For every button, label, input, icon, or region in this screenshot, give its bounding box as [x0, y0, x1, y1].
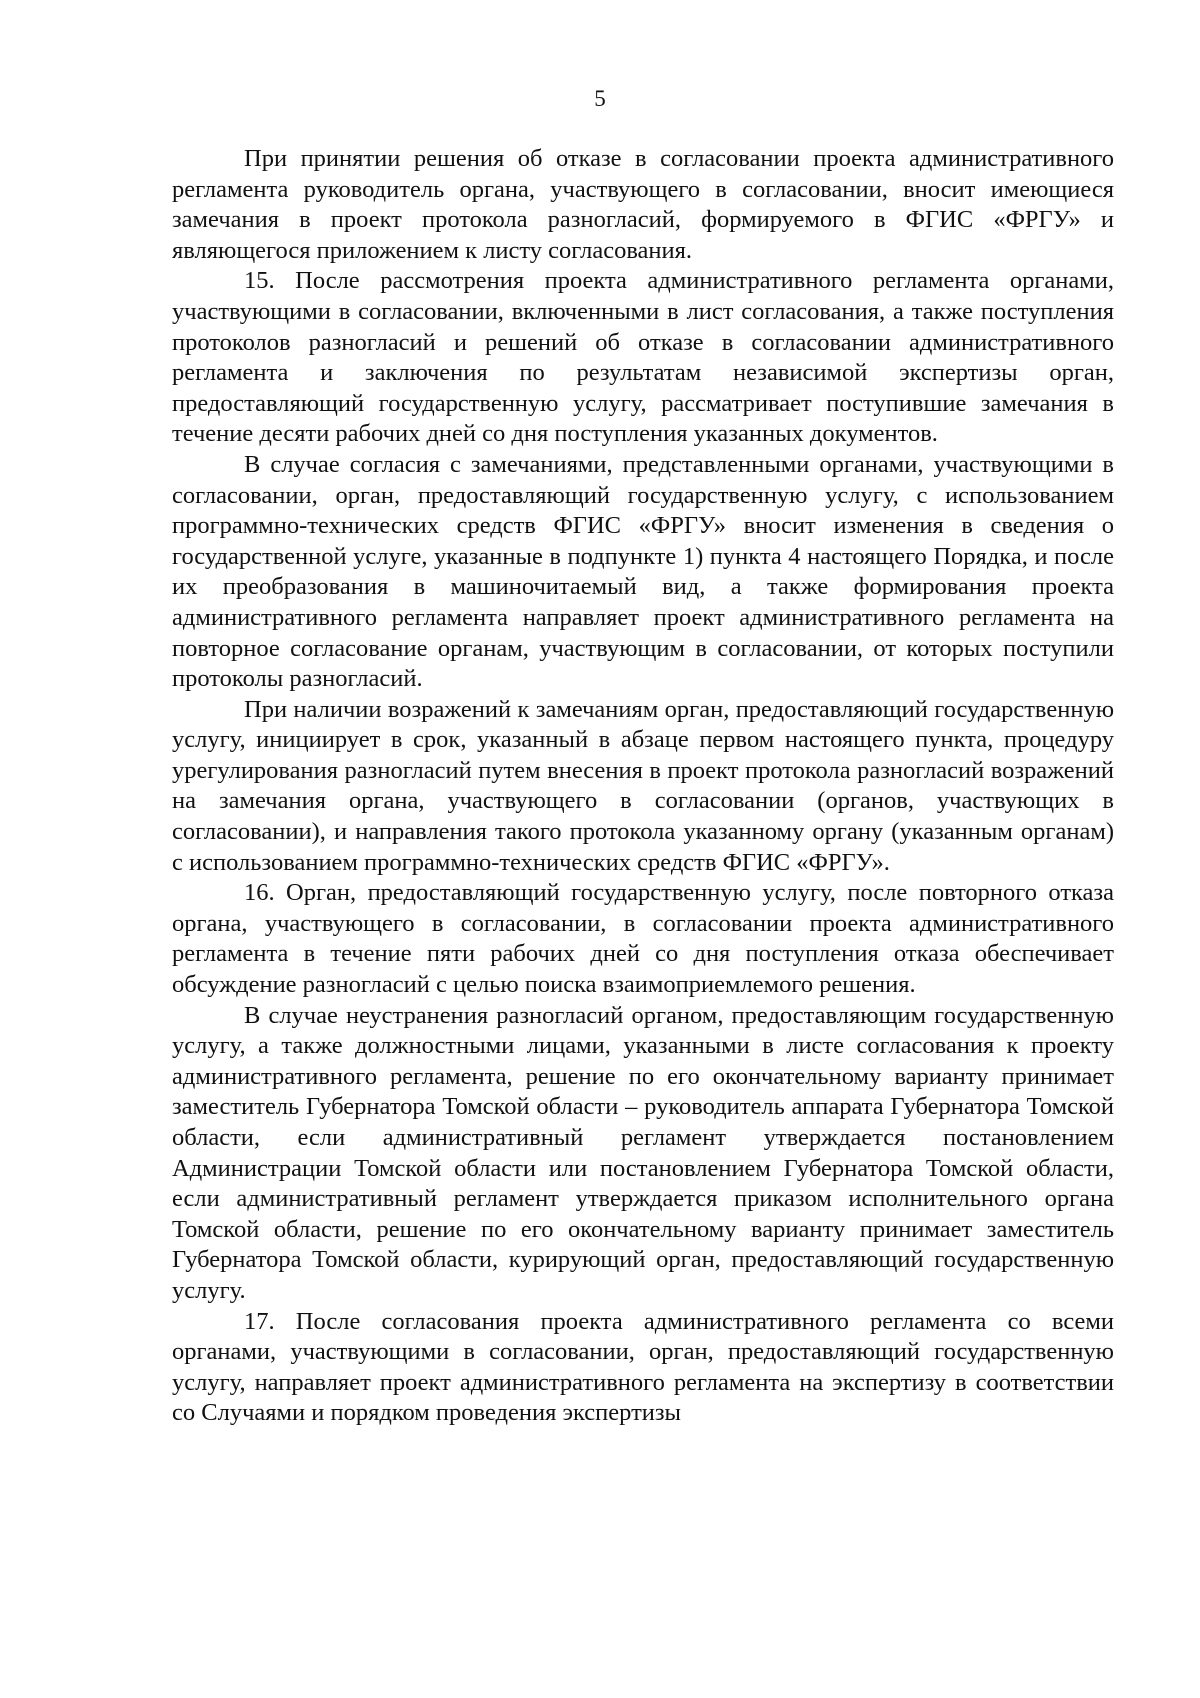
paragraph-agreement-with-remarks: В случае согласия с замечаниями, представленными органами, участвующими в согласовании, орган, предоставляющий государственную услугу, с использованием программно-технических средств ФГИС «ФРГУ» вносит изменения в сведения о государственной услуге, указанные в подпункте 1) пункта 4 настоящего Порядка, и после их преобразования в машиночитаемый вид, а также формирования проекта административного регламента направляет проект административного регламента на повторное согласование органам, участвующим в согласовании, от которых поступили протоколы разногласий. — [172, 450, 1114, 693]
paragraph-objections-to-remarks: При наличии возражений к замечаниям орган, предоставляющий государственную услугу, инициирует в срок, указанный в абзаце первом настоящего пункта, процедуру урегулирования разногласий путем внесения в проект протокола разногласий возражений на замечания органа, участвующего в согласовании (органов, участвующих в согласовании), и направления такого протокола указанному органу (указанным органам) с использованием программно-технических средств ФГИС «ФРГУ». — [172, 695, 1114, 876]
paragraph-item-15: 15. После рассмотрения проекта административного регламента органами, участвующими в согласовании, включенными в лист согласования, а также поступления протоколов разногласий и решений об отказе в согласовании административного регламента и заключения по результатам независимой экспертизы орган, предоставляющий государственную услугу, рассматривает поступившие замечания в течение десяти рабочих дней со дня поступления указанных документов. — [172, 267, 1114, 448]
paragraph-item-17: 17. После согласования проекта административного регламента со всеми органами, участвующими в согласовании, орган, предоставляющий государственную услугу, направляет проект административного регламента на экспертизу в соответствии со Случаями и порядком проведения экспертизы — [172, 1307, 1114, 1427]
document-body — [172, 144, 1114, 1429]
paragraph-refusal-remarks: При принятии решения об отказе в согласовании проекта административного регламента руководитель органа, участвующего в согласовании, вносит имеющиеся замечания в проект протокола разногласий, формируемого в ФГИС «ФРГУ» и являющегося приложением к листу согласования. — [172, 145, 1114, 264]
page-number: 5 — [594, 86, 606, 111]
paragraph-unresolved-disagreements: В случае неустранения разногласий органом, предоставляющим государственную услугу, а также должностными лицами, указанными в листе согласования к проекту административного регламента, решение по его окончательному варианту принимает заместитель Губернатора Томской области – руководитель аппарата Губернатора Томской области, если административный регламент утверждается постановлением Администрации Томской области или постановлением Губернатора Томской области, если административный регламент утверждается приказом исполнительного органа Томской области, решение по его окончательному варианту принимает заместитель Губернатора Томской области, курирующий орган, предоставляющий государственную услугу. — [172, 1001, 1114, 1304]
paragraph-item-16: 16. Орган, предоставляющий государственную услугу, после повторного отказа органа, участвующего в согласовании, в согласовании проекта административного регламента в течение пяти рабочих дней со дня поступления отказа обеспечивает обсуждение разногласий с целью поиска взаимоприемлемого решения. — [172, 879, 1114, 999]
